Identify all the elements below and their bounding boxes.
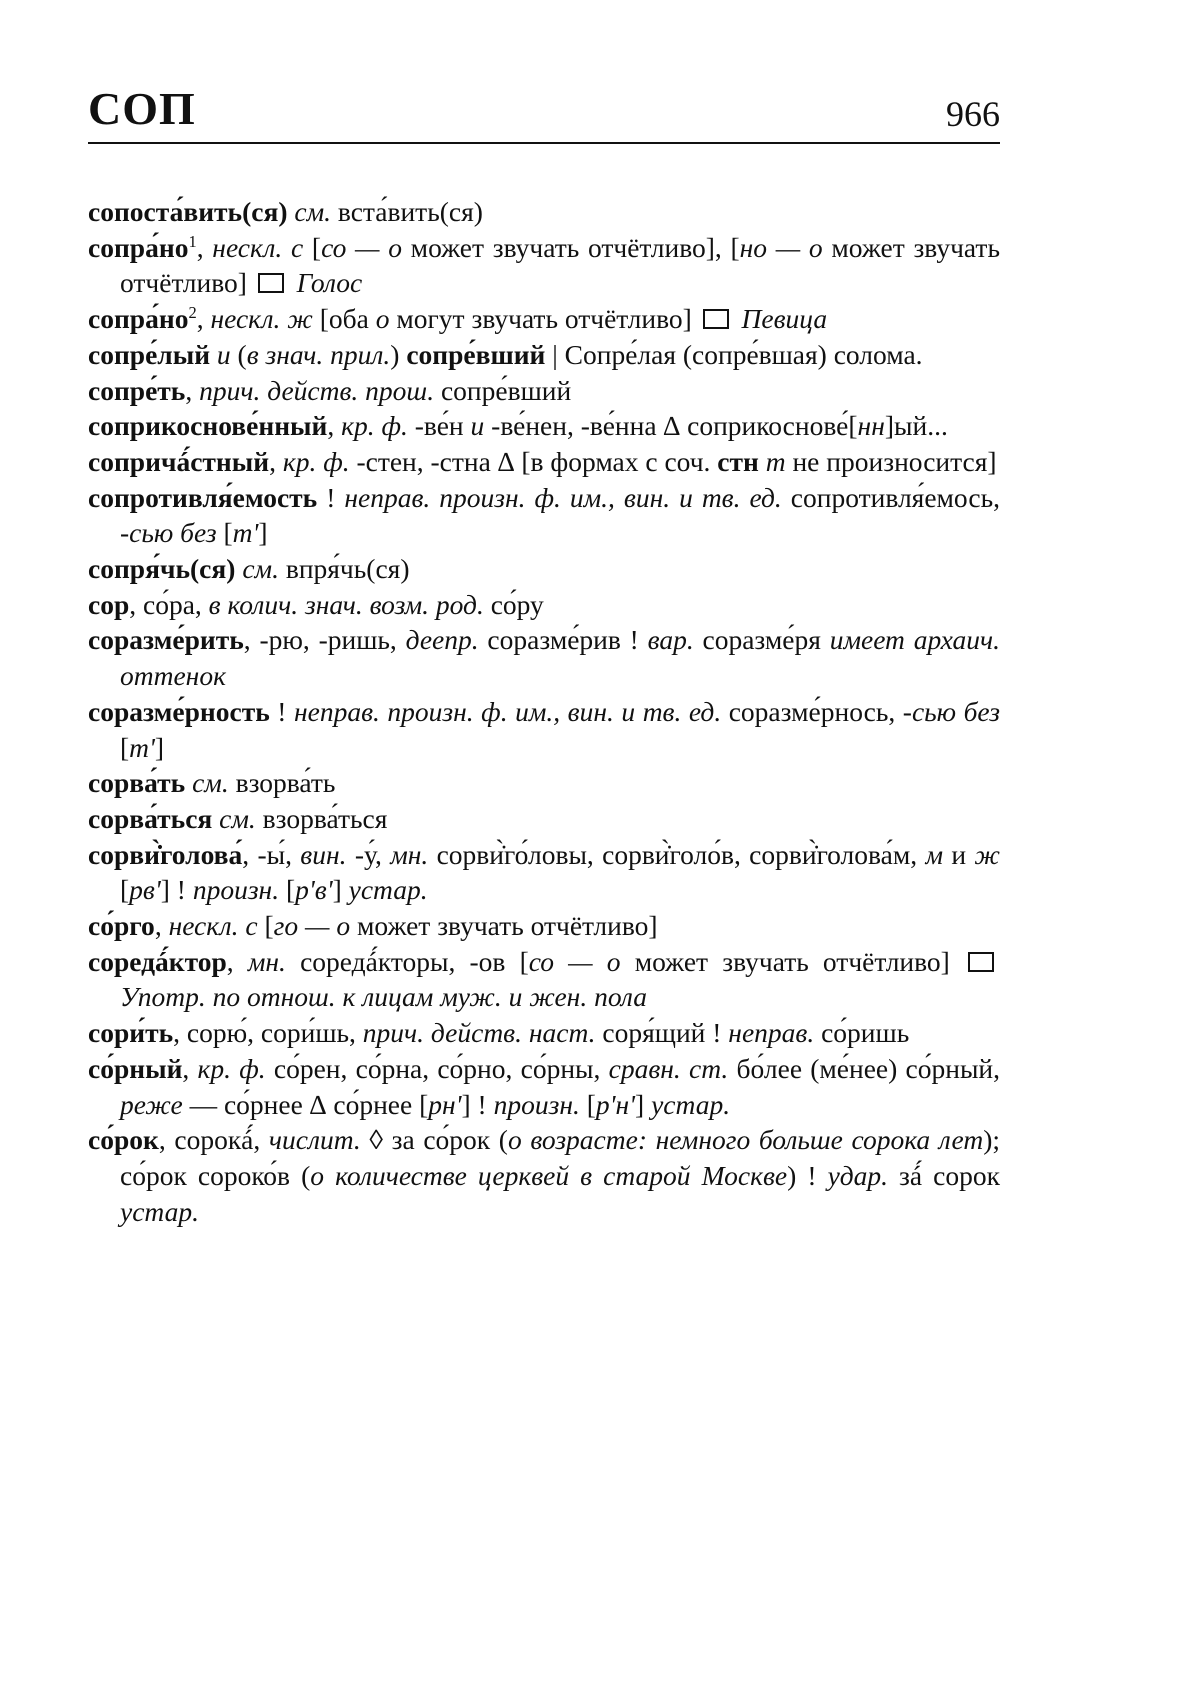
grammar-label: см.: [294, 196, 332, 227]
grammar-label: в знач. прил.: [246, 338, 391, 370]
dictionary-entry: [88, 622, 1000, 693]
dictionary-entry: [88, 1051, 1000, 1122]
entry-text: , -рю, -ришь,: [243, 624, 406, 656]
dictionary-entry: [88, 1122, 1000, 1229]
grammar-label: Певица: [741, 303, 828, 335]
entry-text: ,: [154, 910, 169, 942]
headword: стн: [717, 445, 759, 477]
entry-text: соразме́рив !: [478, 624, 648, 656]
grammar-label: тʹ: [129, 731, 155, 763]
dictionary-entry: [88, 587, 1000, 623]
entry-text: | Сопре́лая (сопре́вшая) солома.: [545, 338, 923, 370]
grammar-label: прич. действ. прош.: [199, 374, 435, 406]
grammar-label: со — о: [321, 231, 402, 263]
entry-text: [735, 303, 742, 334]
headword: соредá́ктор: [88, 945, 227, 977]
grammar-label: кр. ф.: [341, 410, 408, 442]
grammar-label: неправ. произн. ф. им., вин. и тв. ед.: [344, 481, 782, 513]
entry-text: [759, 446, 766, 477]
grammar-label: вар.: [647, 624, 694, 656]
entry-text: -ве́нен, -ве́нна ∆ соприкоснове́[: [484, 410, 858, 442]
entry-text: ◊ за со́рок (: [360, 1124, 508, 1156]
headword: со́рго: [88, 910, 155, 942]
grammar-label: м: [925, 838, 944, 870]
grammar-label: мн.: [390, 838, 429, 870]
entry-text: [оба: [312, 303, 376, 335]
headword: соприкоснове́нный: [88, 410, 328, 442]
grammar-label: числит.: [268, 1124, 361, 1156]
entry-text: и: [943, 838, 975, 870]
entry-text: соредá́кторы, -ов [: [285, 945, 529, 977]
headword: сори́ть: [88, 1017, 174, 1049]
headword: сор: [88, 588, 130, 620]
entry-text: ,: [327, 410, 342, 442]
headword: сопоста́вить(ся): [88, 196, 288, 227]
grammar-label: рʹвʹ: [295, 874, 333, 906]
entry-text: ]: [154, 731, 165, 763]
entry-text: [: [279, 874, 296, 906]
entry-text: могут звучать отчётливо]: [389, 303, 699, 335]
entry-text: [: [579, 1088, 596, 1120]
dictionary-entry: [88, 801, 1000, 837]
headword: со́рок: [88, 1124, 159, 1156]
entry-text: ): [390, 338, 407, 370]
entry-text: вста́вить(ся): [331, 196, 483, 227]
dictionary-entry: [88, 765, 1000, 801]
dictionary-entry: [88, 373, 1000, 409]
entry-text: со́рен, со́рна, со́рно, со́рны,: [265, 1052, 609, 1084]
headword: сопре́вший: [406, 338, 546, 370]
entry-text: [: [216, 517, 233, 549]
dictionary-entry: [88, 480, 1000, 551]
grammar-label: и: [216, 338, 231, 370]
grammar-label: см.: [219, 802, 256, 834]
dictionary-entry: [88, 194, 1000, 230]
entry-text: [290, 267, 297, 298]
headword: сорва́ться: [88, 802, 213, 834]
grammar-label: произн.: [493, 1088, 580, 1120]
entry-text: [: [120, 731, 130, 763]
grammar-label: о количестве церквей в старой Москве: [310, 1159, 788, 1191]
entry-text: [: [120, 874, 130, 906]
grammar-label: неправ.: [728, 1017, 815, 1049]
entry-text: соразме́ря: [693, 624, 830, 656]
dictionary-entry: [88, 908, 1000, 944]
headword: сопре́ть: [88, 374, 186, 406]
entry-text: [: [257, 910, 274, 942]
entry-text: взорва́ть: [228, 767, 336, 799]
grammar-label: о: [375, 303, 390, 335]
entry-text: не произносится]: [785, 445, 997, 477]
grammar-label: имеет архаич. оттенок: [120, 624, 1000, 692]
entry-text: ]ый...: [884, 410, 948, 442]
headword: соразме́рить: [88, 624, 244, 656]
entry-text: [: [303, 231, 322, 263]
entry-text: ] !: [461, 1088, 494, 1120]
grammar-label: произн.: [192, 874, 280, 906]
grammar-label: устар.: [651, 1088, 731, 1120]
entry-text: , сорокá́,: [158, 1124, 269, 1156]
dictionary-entry: [88, 694, 1000, 765]
entry-text: впря́чь(ся): [278, 553, 410, 585]
headword: сорва́ть: [88, 767, 186, 799]
homonym-index: 2: [188, 302, 197, 322]
dictionary-entry: [88, 408, 1000, 444]
grammar-label: вин.: [300, 838, 347, 870]
entry-text: может звучать отчётливо]: [120, 231, 1000, 299]
grammar-label: ж: [974, 838, 1000, 870]
grammar-label: неправ. произн. ф. им., вин. и тв. ед.: [293, 695, 722, 727]
dictionary-entry: [88, 337, 1000, 373]
entry-text: ]: [635, 1088, 652, 1120]
dictionary-page: [88, 78, 1000, 1229]
grammar-label: кр. ф.: [282, 445, 350, 477]
running-head: [88, 78, 1000, 144]
entry-text: -стен, -стна ∆ [в формах с соч.: [349, 445, 718, 477]
headword: со́рный: [88, 1052, 183, 1084]
entry-text: со́ришь: [814, 1017, 910, 1049]
entry-text: может звучать отчётливо]: [350, 910, 658, 942]
headword: сопротивля́емость: [88, 481, 318, 513]
grammar-label: т: [765, 445, 786, 477]
headword: сопре́лый: [88, 338, 211, 370]
grammar-label: деепр.: [405, 624, 479, 656]
note-box-icon: [258, 273, 284, 293]
grammar-label: мн.: [247, 945, 286, 977]
headword: сорви̇̀голова́: [88, 838, 243, 870]
entry-text: , со́ра,: [129, 588, 209, 620]
entry-text: со́ру: [483, 588, 544, 620]
grammar-label: реже: [120, 1088, 183, 1120]
entry-text: ,: [182, 1052, 198, 1084]
entry-text: !: [269, 695, 294, 727]
grammar-label: устар.: [348, 874, 428, 906]
dictionary-entry: [88, 837, 1000, 908]
grammar-label: нн: [857, 410, 885, 442]
dictionary-entry: [88, 444, 1000, 480]
grammar-label: удар.: [827, 1159, 888, 1191]
entry-text: сопротивля́емось, -: [120, 481, 1000, 549]
entry-text: , сорю́, сори́шь,: [173, 1017, 363, 1049]
headword: сопря́чь(ся): [88, 553, 236, 585]
homonym-index: 1: [188, 231, 197, 251]
guide-word: СОП: [88, 83, 196, 134]
entry-text: ,: [185, 374, 200, 406]
headword: сопричá́стный: [88, 445, 270, 477]
grammar-label: тʹ: [232, 517, 259, 549]
grammar-label: прич. действ. наст.: [362, 1017, 596, 1049]
entry-text: зá́ сорок: [887, 1159, 1000, 1191]
note-box-icon: [703, 309, 729, 329]
entry-text: сопре́вший: [434, 374, 572, 406]
headword: сопра́но: [88, 231, 189, 263]
entry-text: ]: [332, 874, 349, 906]
grammar-label: в колич. знач. возм. род.: [208, 588, 484, 620]
dictionary-entry: [88, 230, 1000, 301]
grammar-label: рвʹ: [129, 874, 161, 906]
dictionary-entry: [88, 944, 1000, 1015]
headword: соразме́рность: [88, 695, 270, 727]
entry-text: может звучать отчётливо]: [620, 945, 964, 977]
grammar-label: сью без: [129, 517, 217, 549]
entry-list: [88, 194, 1000, 1229]
entry-text: -ве́н: [407, 410, 471, 442]
grammar-label: кр. ф.: [197, 1052, 266, 1084]
grammar-label: Употр. по отнош. к лицам муж. и жен. пола: [120, 981, 647, 1013]
entry-text: ] !: [160, 874, 193, 906]
note-box-icon: [968, 952, 994, 972]
headword: сопра́но: [88, 303, 189, 335]
grammar-label: нескл. с: [212, 231, 304, 263]
grammar-label: рʹнʹ: [595, 1088, 636, 1120]
grammar-label: устар.: [120, 1195, 199, 1227]
grammar-label: нескл. с: [168, 910, 258, 942]
entry-text: ]: [258, 517, 268, 549]
entry-text: может звучать отчётливо], [: [401, 231, 740, 263]
entry-text: сорви̇̀го́ловы, сорви̇̀голо́в, сорви̇̀голова́м,: [428, 838, 926, 870]
grammar-label: но — о: [739, 231, 823, 263]
entry-text: (: [230, 338, 247, 370]
grammar-label: го — о: [273, 910, 351, 942]
grammar-label: нескл. ж: [210, 303, 313, 335]
entry-text: , -ы́,: [242, 838, 301, 870]
entry-text: ,: [269, 445, 283, 477]
dictionary-entry: [88, 1015, 1000, 1051]
grammar-label: см.: [242, 553, 279, 585]
grammar-label: сравн. ст.: [608, 1052, 729, 1084]
grammar-label: о возрасте: немного больше сорока лет: [507, 1124, 984, 1156]
entry-text: соразме́рнось, -: [721, 695, 912, 727]
entry-text: -у́,: [346, 838, 391, 870]
dictionary-entry: [88, 301, 1000, 337]
entry-text: ,: [196, 231, 213, 263]
entry-text: соря́щий !: [595, 1017, 729, 1049]
page-number: 966: [946, 94, 1000, 134]
entry-text: ,: [196, 303, 211, 335]
entry-text: !: [317, 481, 345, 513]
entry-text: [210, 339, 217, 370]
entry-text: ) !: [787, 1159, 828, 1191]
dictionary-entry: [88, 551, 1000, 587]
entry-text: ,: [226, 945, 248, 977]
grammar-label: со — о: [528, 945, 621, 977]
grammar-label: и: [470, 410, 485, 442]
entry-text: — со́рнее ∆ со́рнее [: [182, 1088, 429, 1120]
grammar-label: см.: [192, 767, 229, 799]
grammar-label: Голос: [296, 267, 363, 299]
entry-text: взорва́ться: [255, 802, 388, 834]
grammar-label: сью без: [911, 695, 1000, 727]
grammar-label: рнʹ: [428, 1088, 462, 1120]
entry-text: ); со́рок сороко́в (: [120, 1124, 1000, 1191]
entry-text: бо́лее (ме́нее) со́рный,: [728, 1052, 1001, 1084]
